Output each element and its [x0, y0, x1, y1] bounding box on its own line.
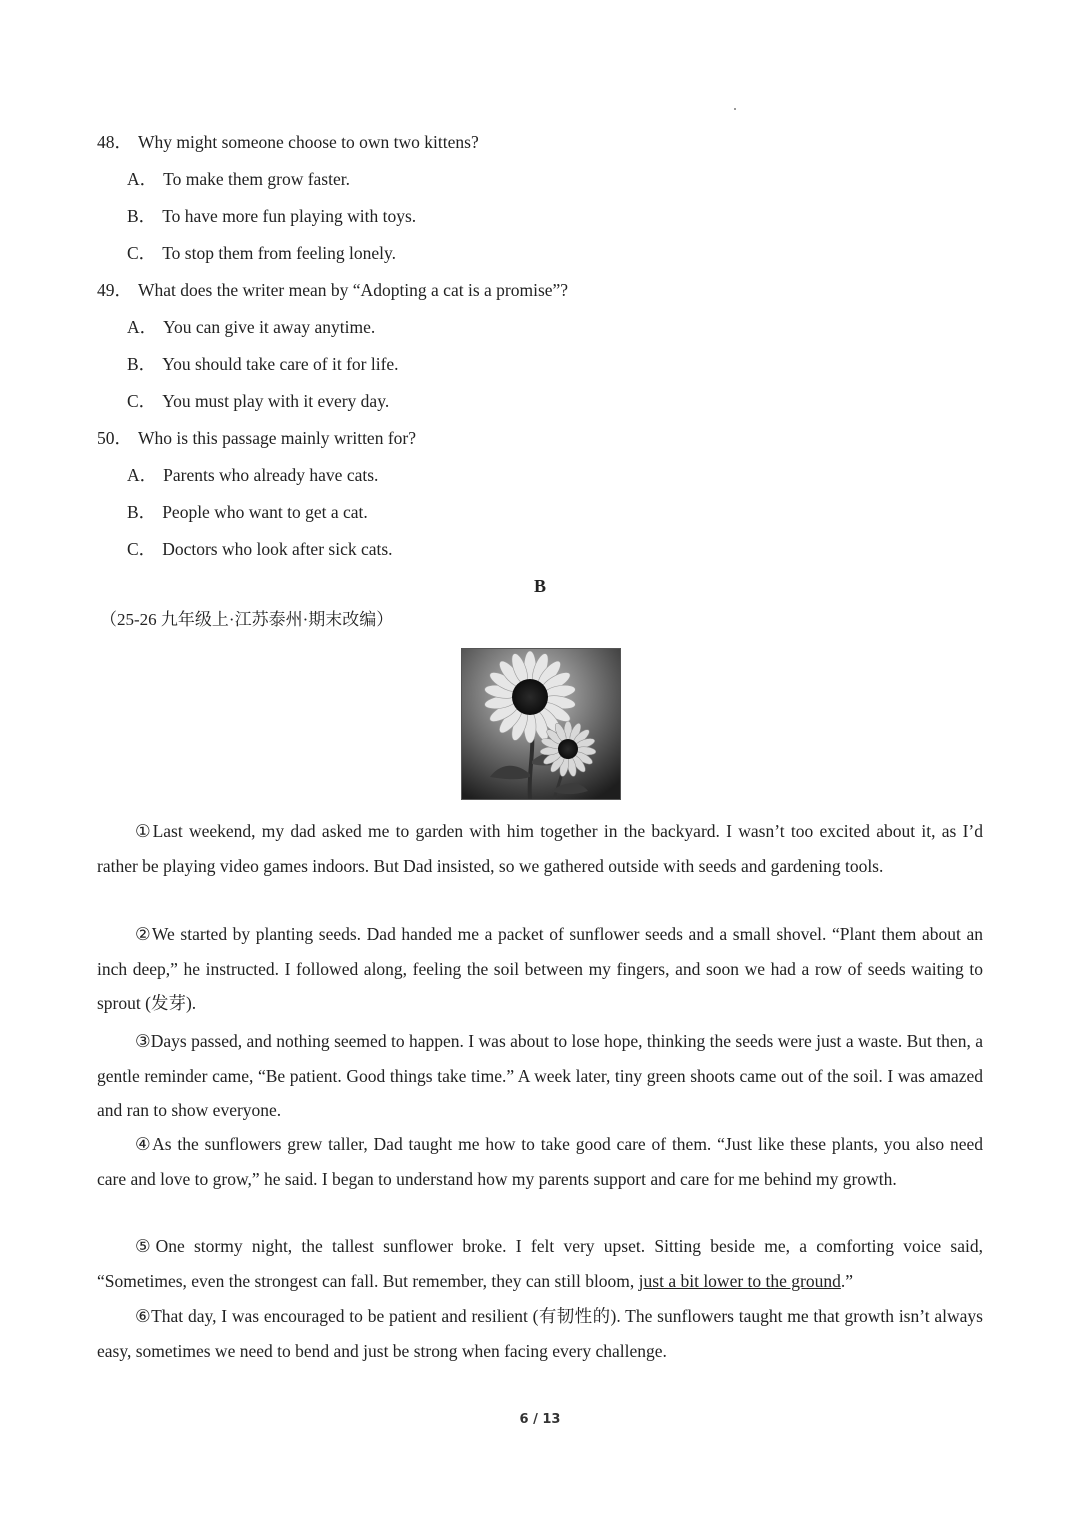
sunflower-photo-icon	[461, 648, 621, 800]
option-48-a	[127, 168, 350, 190]
option-text: You should take care of it for life.	[162, 354, 399, 374]
option-text: To stop them from feeling lonely.	[162, 243, 397, 263]
page-number: 6 / 13	[519, 1412, 561, 1427]
option-48-c	[127, 242, 396, 264]
underlined-phrase: just a bit lower to the ground	[638, 1270, 841, 1291]
option-letter: B．	[127, 354, 157, 374]
option-letter: B．	[127, 502, 157, 522]
passage-paragraph-2: ②We started by planting seeds. Dad handed me a packet of sunflower seeds and a small shovel. “Plant them about an inch deep,” he instructed. I followed along, feeling the soil between my fingers, and soon we had a row of seeds waiting to sprout (发芽).	[97, 924, 983, 1013]
option-letter: C．	[127, 391, 157, 411]
option-49-b	[127, 353, 399, 375]
passage-paragraph-3: ③Days passed, and nothing seemed to happen. I was about to lose hope, thinking the seeds were just a waste. But then, a gentle reminder came, “Be patient. Good things take time.” A week later, tiny green shoots came out of the soil. I was amazed and ran to show everyone.	[97, 1031, 983, 1120]
section-title: B	[533, 576, 546, 596]
option-text: People who want to get a cat.	[162, 502, 368, 522]
question-text: Who is this passage mainly written for?	[138, 428, 416, 448]
passage-paragraph-6: ⑥That day, I was encouraged to be patient and resilient (有韧性的). The sunflowers taught me that growth isn’t always easy, sometimes we need to bend and just be strong when facing every challenge.	[97, 1306, 983, 1361]
option-49-c	[127, 390, 389, 412]
option-letter: C．	[127, 243, 157, 263]
option-text: To have more fun playing with toys.	[162, 206, 417, 226]
passage-paragraph-1: ①Last weekend, my dad asked me to garden with him together in the backyard. I wasn’t too excited about it, as I’d rather be playing video games indoors. But Dad insisted, so we gathered outside with seeds and gardening tools.	[97, 821, 983, 876]
question-50	[97, 427, 416, 449]
option-letter: A．	[127, 465, 158, 485]
question-number: 49．	[97, 280, 132, 300]
option-text: You must play with it every day.	[162, 391, 390, 411]
option-49-a	[127, 316, 375, 338]
question-text: What does the writer mean by “Adopting a cat is a promise”?	[138, 280, 569, 300]
source-label: （25-26 九年级上·江苏泰州·期末改编）	[100, 610, 394, 629]
paragraph-5-text: ⑤One stormy night, the tallest sunflower broke. I felt very upset. Sitting beside me, a comforting voice said, “Sometimes, even the strongest can fall. But remember, they can still bloom,	[97, 1236, 983, 1291]
passage-paragraph-5	[97, 1229, 983, 1298]
option-50-c	[127, 538, 393, 560]
question-48	[97, 131, 479, 153]
option-50-a	[127, 464, 378, 486]
option-48-b	[127, 205, 416, 227]
option-text: You can give it away anytime.	[163, 317, 376, 337]
option-letter: C．	[127, 539, 157, 559]
option-letter: B．	[127, 206, 157, 226]
option-text: Parents who already have cats.	[163, 465, 379, 485]
option-letter: A．	[127, 169, 158, 189]
option-text: To make them grow faster.	[163, 169, 350, 189]
passage-paragraph-4: ④As the sunflowers grew taller, Dad taught me how to take good care of them. “Just like these plants, you also need care and love to grow,” he said. I began to understand how my parents support and care for me behind my growth.	[97, 1134, 983, 1189]
question-49	[97, 279, 568, 301]
question-number: 50．	[97, 428, 132, 448]
question-number: 48．	[97, 132, 132, 152]
option-letter: A．	[127, 317, 158, 337]
paragraph-5-end: .”	[840, 1270, 854, 1291]
option-text: Doctors who look after sick cats.	[162, 539, 393, 559]
option-50-b	[127, 501, 368, 523]
question-text: Why might someone choose to own two kittens?	[138, 132, 479, 152]
stray-dot	[734, 108, 736, 110]
